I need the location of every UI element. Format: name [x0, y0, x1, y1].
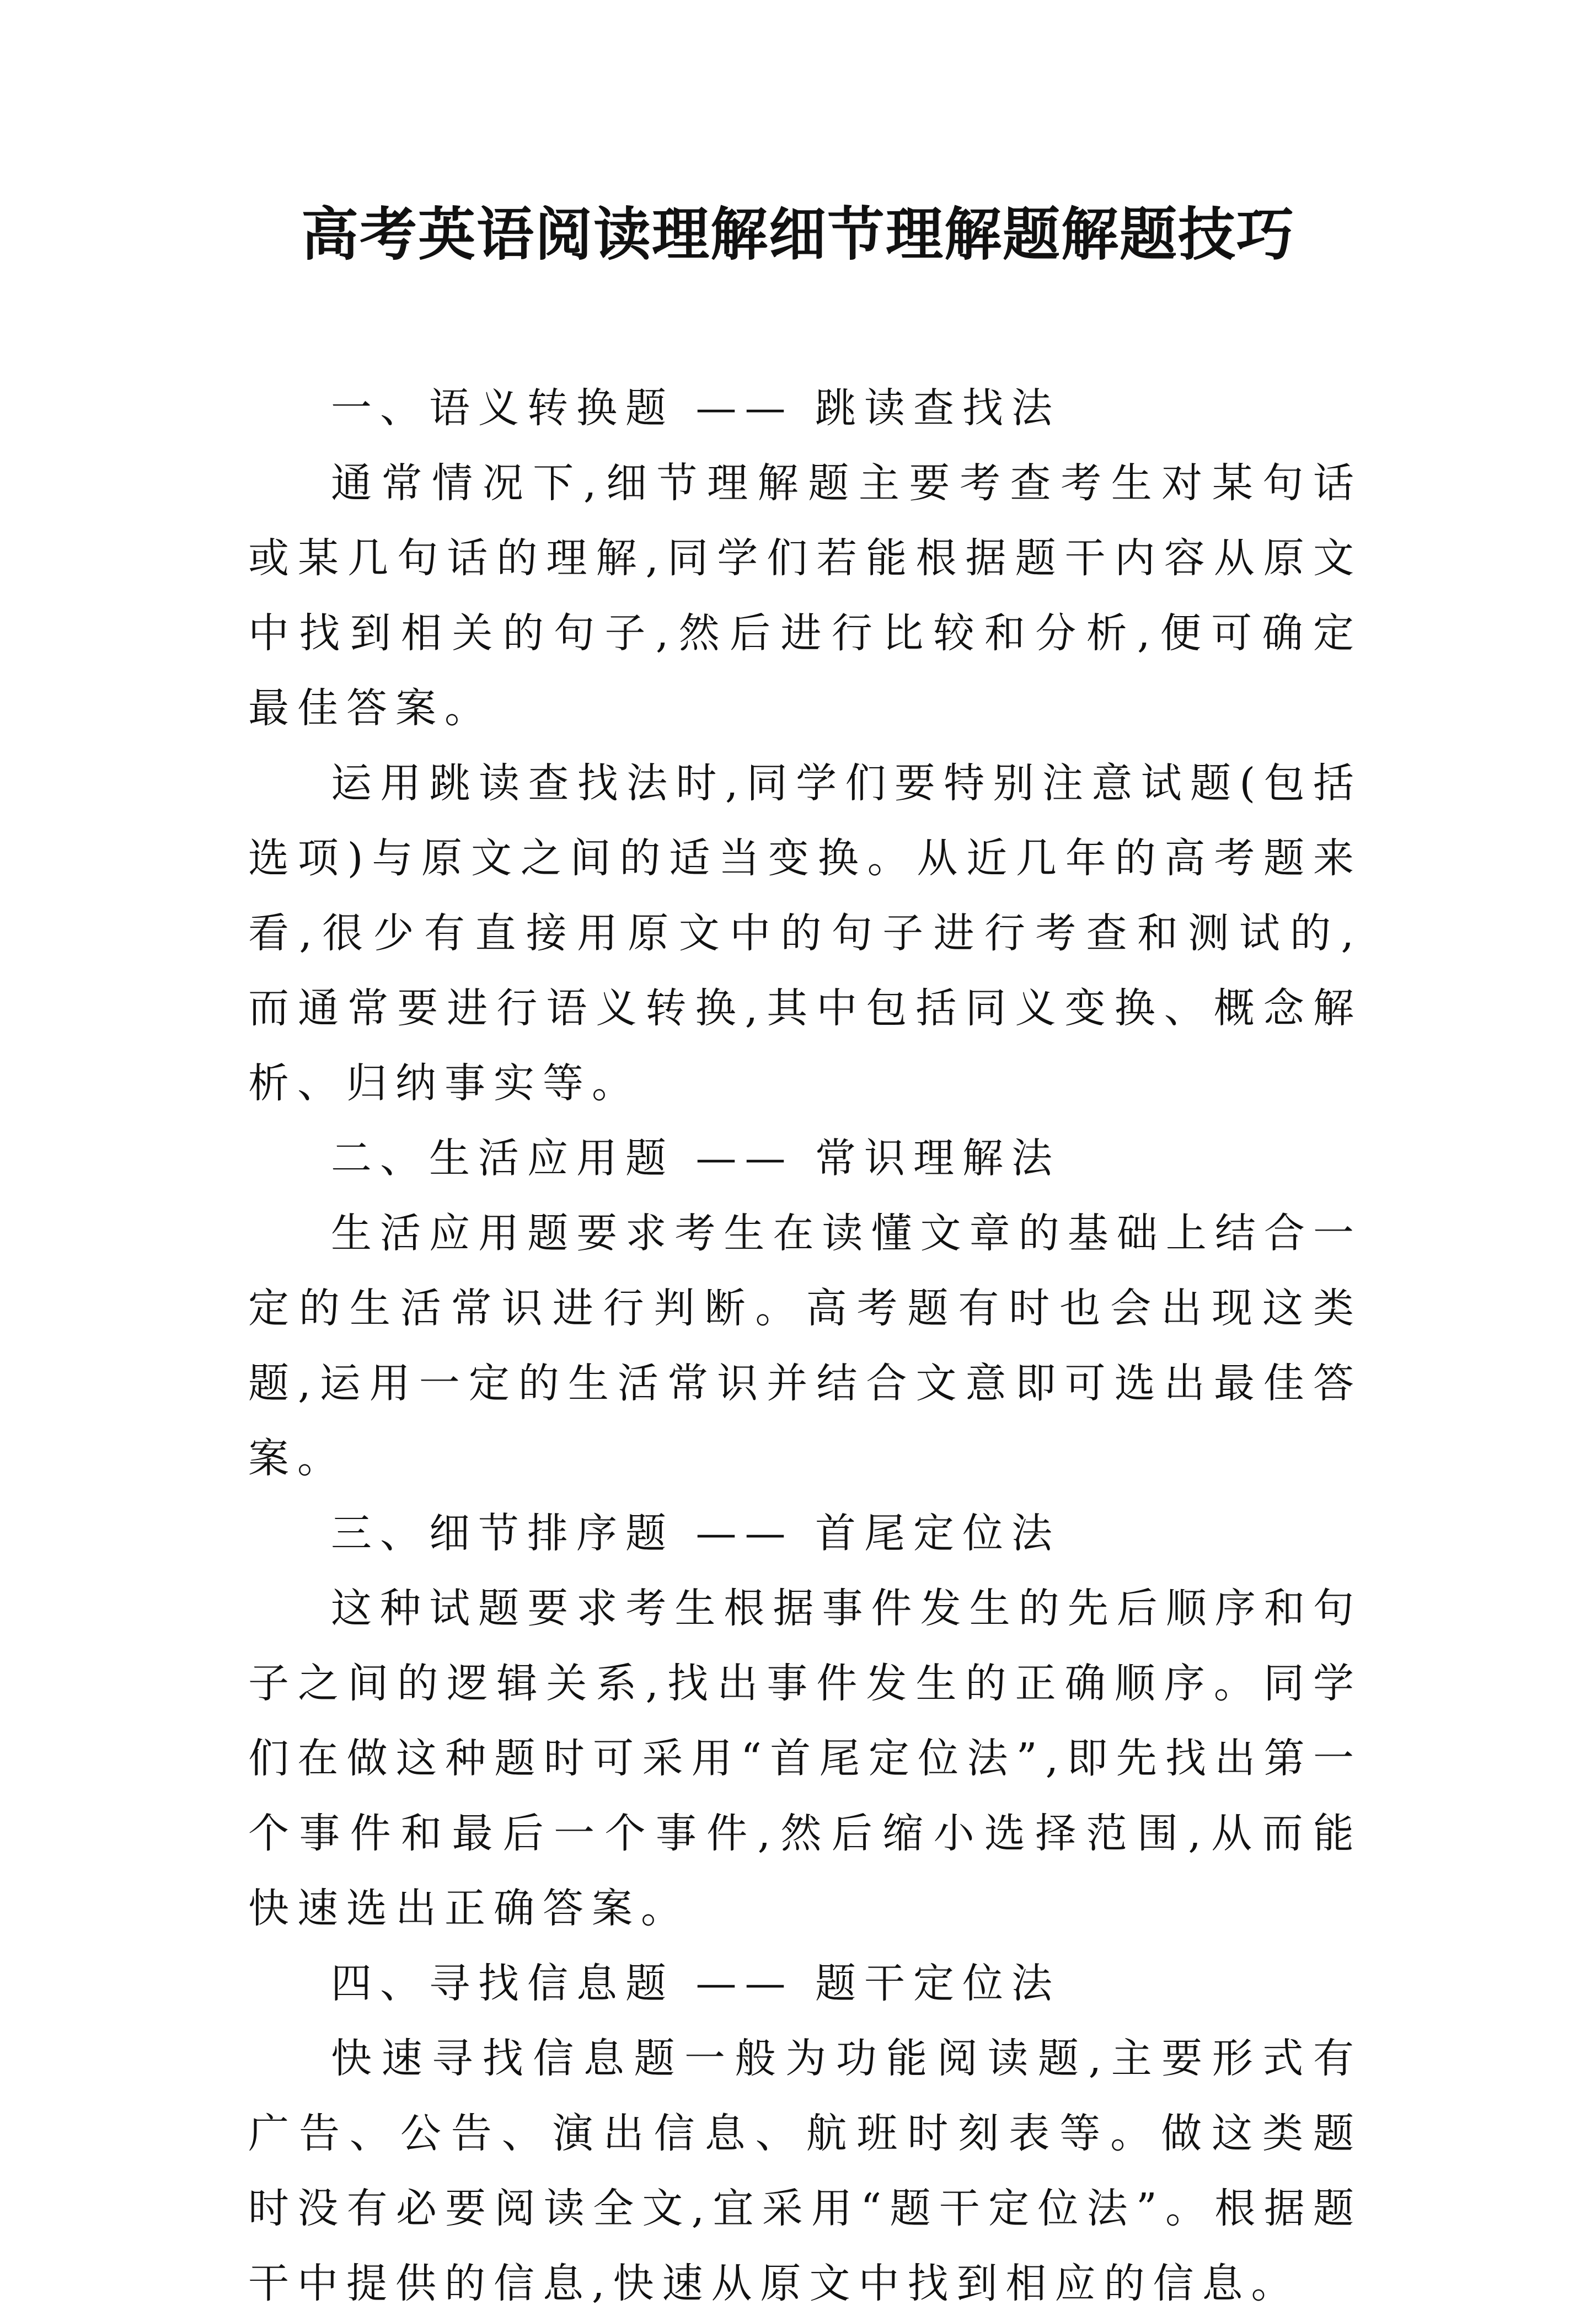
paragraph: 这种试题要求考生根据事件发生的先后顺序和句子之间的逻辑关系,找出事件发生的正确顺序。同学们在做这种题时可采用“首尾定位法”,即先找出第一个事件和最后一个事件,然后缩小选择范围,从而能快速选出正确答案。	[248, 1585, 1362, 1932]
paragraph: 快速寻找信息题一般为功能阅读题,主要形式有广告、公告、演出信息、航班时刻表等。做这类题时没有必要阅读全文,宜采用“题干定位法”。根据题干中提供的信息,快速从原文中找到相应的信息。	[248, 2035, 1362, 2307]
section-heading-4: 四、寻找信息题 —— 题干定位法	[331, 1960, 1061, 2007]
paragraph: 通常情况下,细节理解题主要考查考生对某句话或某几句话的理解,同学们若能根据题干内容从原文中找到相关的句子,然后进行比较和分析,便可确定最佳答案。	[248, 459, 1362, 732]
section-heading-3: 三、细节排序题 —— 首尾定位法	[331, 1510, 1061, 1557]
paragraph: 生活应用题要求考生在读懂文章的基础上结合一定的生活常识进行判断。高考题有时也会出现这类题,运用一定的生活常识并结合文意即可选出最佳答案。	[248, 1210, 1362, 1482]
document-title: 高考英语阅读理解细节理解题解题技巧	[301, 200, 1295, 268]
document-body	[248, 371, 1362, 2321]
section-heading-2: 二、生活应用题 —— 常识理解法	[331, 1135, 1061, 1182]
paragraph: 运用跳读查找法时,同学们要特别注意试题(包括选项)与原文之间的适当变换。从近几年的高考题来看,很少有直接用原文中的句子进行考查和测试的,而通常要进行语义转换,其中包括同义变换、概念解析、归纳事实等。	[248, 760, 1362, 1107]
section-heading-1: 一、语义转换题 —— 跳读查找法	[331, 384, 1061, 432]
